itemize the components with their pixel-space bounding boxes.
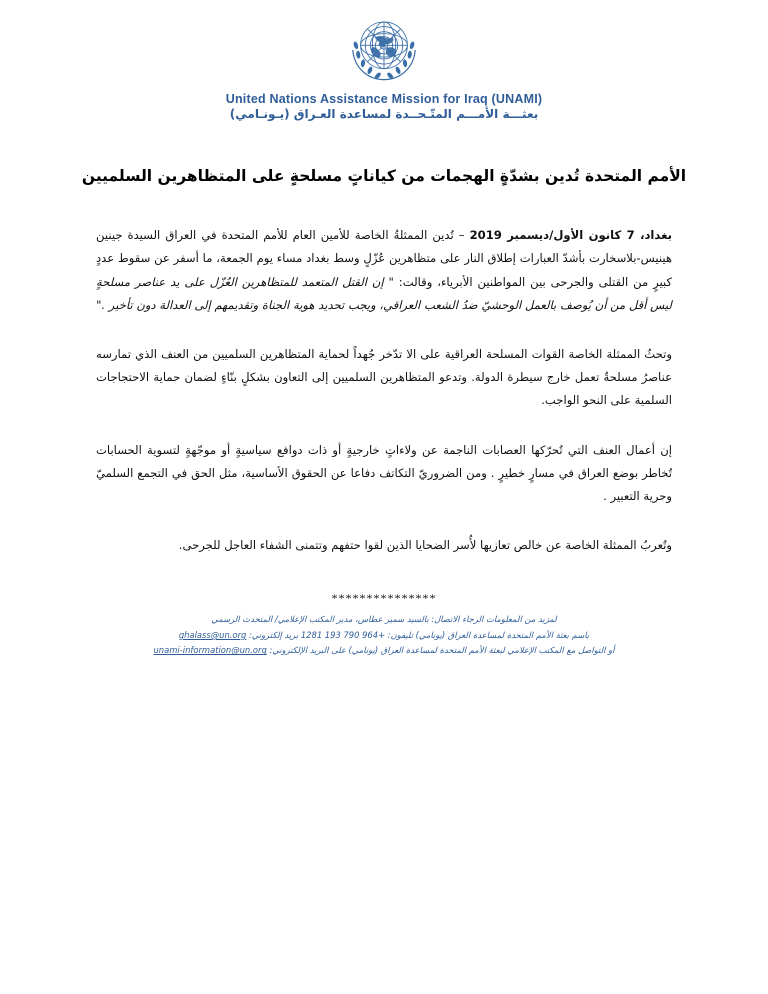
footer-contact-block — [96, 591, 672, 659]
footer-phone: 1281 193 790 964+ — [300, 629, 386, 640]
paragraph-4: وتُعربُ الممثلة الخاصة عن خالص تعازيها لأُسر الضحايا الذين لقوا حتفهم وتتمنى الشفاء العاجل للجرحى. — [178, 538, 672, 553]
org-name-arabic: بعثـــة الأمـــم المتّـحــدة لمساعدة العـراق (يـونـامي) — [229, 107, 539, 121]
footer-separator: *************** — [331, 591, 437, 606]
footer-line-1: لمزيد من المعلومات الرجاء الاتصال: بالسيد سمير عطاس، مدير المكتب الإعلامي/ المتحدث الرسمي — [211, 614, 557, 625]
dateline: بغداد، 7 كانون الأول/ديسمبر 2019 — [469, 228, 672, 243]
footer-line-3 — [96, 643, 672, 659]
footer-line-3-prefix: أو التواصل مع المكتب الإعلامي لبعثة الأمم المتحدة لمساعدة العراق (يونامي) على البريد الإلكتروني: — [266, 645, 615, 656]
footer-line-2 — [96, 628, 672, 644]
un-emblem-icon — [345, 14, 423, 86]
dateline-dash: – — [453, 228, 470, 243]
email-link-unami-information[interactable]: unami-information@un.org — [153, 645, 267, 656]
footer-line-2-prefix: باسم بعثة الأمم المتحدة لمساعدة العراق (يونامي) تليفون: — [385, 629, 590, 640]
paragraph-1-quote: إن القتل المتعمد للمتظاهرين العُزّل على يد عناصر مسلحةٍ ليس أقل من أن يُوصف بالعمل الوحشيّ ضدُ الشعب العراقي، ويجب تحديد هوية الجناة وتقديمهم إلى العدالة دون تأخير . — [96, 274, 672, 312]
paragraph-1-lead: تُدين الممثلةُ الخاصة للأمين العام للأمم المتحدة في العراق السيدة جينين هينيس-بلاسخارت بأشدّ العبارات إطلاق النار على متظاهرين عُزّلٍ وسط بغداد مساء يوم الجمعة، ما أسفر عن سقوط عددٍ كبيرٍ من القتلى والجرحى بين المواطنين الأبرياء، وقالت: " — [96, 228, 672, 289]
page-title: الأمم المتحدة تُدين بشدّةٍ الهجمات من كياناتٍ مسلحةٍ على المتظاهرين السلميين — [81, 167, 687, 185]
letterhead — [0, 0, 768, 121]
org-name-english: United Nations Assistance Mission for Iraq (UNAMI) — [225, 92, 543, 106]
paragraph-1 — [96, 224, 672, 317]
footer-line-2-mid: بريد إلكتروني: — [246, 629, 301, 640]
email-link-ghalass[interactable]: ghalass@un.org — [178, 629, 247, 640]
paragraph-2: وتحثُ الممثلة الخاصة القوات المسلحة العراقية على الا تدّخر جُهداً لحماية المتظاهرين السلميين من العنف الذي تمارسه عناصرُ مسلحةٌ تعمل خارج سيطرة الدولة. وتدعو المتظاهرين السلميين إلى التعاون بشكلٍ بنّاءٍ لضمان حماية الاحتجاجات السلمية على النحو الواجب. — [96, 347, 672, 408]
document-body — [96, 224, 672, 557]
paragraph-1-quote-close: " — [96, 297, 102, 312]
paragraph-3: إن أعمال العنف التي تُحرّكها العصابات الناجمة عن ولاءاتٍ خارجيةٍ أو ذات دوافع سياسيةٍ أو موجّهةٍ لتسوية الحسابات تُخاطر بوضع العراق في مسارٍ خطيرٍ . ومن الضروريّ التكاتف دفاعا عن الحقوق الأساسية، مثل الحق في التجمع السلميّ وحرية التعبير . — [96, 442, 672, 503]
